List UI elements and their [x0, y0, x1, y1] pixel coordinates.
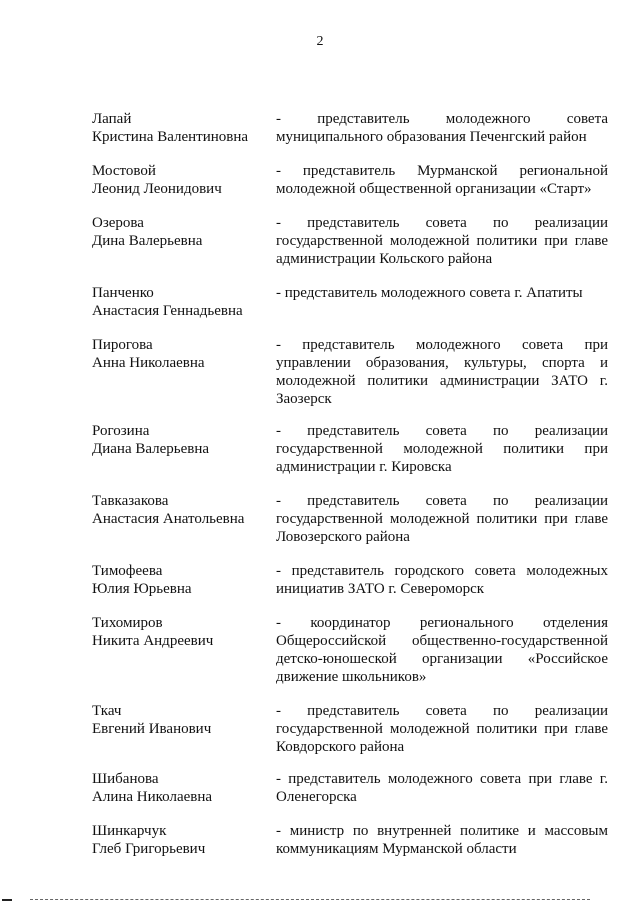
- member-surname: Шибанова: [92, 771, 159, 787]
- member-name: [92, 284, 272, 320]
- member-role: - представитель совета по реализации государственной молодежной политики при главе Ковдорского района: [276, 703, 608, 755]
- member-surname: Ткач: [92, 703, 122, 719]
- member-role: - представитель молодежного совета при главе г. Оленегорска: [276, 771, 608, 805]
- member-role: - координатор регионального отделения Общероссийской общественно-государственной детско-юношеской организации «Российское движение школьников»: [276, 615, 608, 685]
- member-name: [92, 162, 272, 198]
- member-surname: Рогозина: [92, 423, 150, 439]
- scan-edge-mark: [2, 893, 12, 901]
- member-name: [92, 336, 272, 372]
- member-surname: Шинкарчук: [92, 823, 167, 839]
- member-surname: Тимофеева: [92, 563, 163, 579]
- member-name: [92, 214, 272, 250]
- member-given-name: Алина Николаевна: [92, 789, 213, 805]
- member-name: [92, 562, 272, 598]
- member-surname: Пирогова: [92, 337, 153, 353]
- member-given-name: Анастасия Анатольевна: [92, 511, 245, 527]
- member-name: [92, 110, 272, 146]
- member-surname: Мостовой: [92, 163, 156, 179]
- member-name: [92, 822, 272, 858]
- member-given-name: Диана Валерьевна: [92, 441, 210, 457]
- member-role: - представитель совета по реализации государственной молодежной политики при администрации г. Кировска: [276, 423, 608, 475]
- member-surname: Озерова: [92, 215, 144, 231]
- member-name: [92, 492, 272, 528]
- member-name: [92, 614, 272, 650]
- member-given-name: Кристина Валентиновна: [92, 129, 249, 145]
- member-role: - представитель молодежного совета г. Апатиты: [276, 285, 583, 301]
- member-surname: Лапай: [92, 111, 132, 127]
- scan-bottom-rule: [30, 899, 590, 900]
- member-given-name: Юлия Юрьевна: [92, 581, 192, 597]
- member-name: [92, 702, 272, 738]
- member-role: - представитель совета по реализации государственной молодежной политики при главе администрации Кольского района: [276, 215, 608, 267]
- member-name: [92, 770, 272, 806]
- member-given-name: Глеб Григорьевич: [92, 841, 206, 857]
- member-surname: Панченко: [92, 285, 154, 301]
- member-given-name: Анастасия Геннадьевна: [92, 303, 243, 319]
- member-role: - министр по внутренней политике и массовым коммуникациям Мурманской области: [276, 823, 608, 857]
- member-given-name: Никита Андреевич: [92, 633, 214, 649]
- member-role: - представитель молодежного совета муниципального образования Печенгский район: [276, 111, 608, 145]
- member-given-name: Дина Валерьевна: [92, 233, 203, 249]
- member-surname: Тихомиров: [92, 615, 163, 631]
- member-given-name: Евгений Иванович: [92, 721, 212, 737]
- member-name: [92, 422, 272, 458]
- page-number: 2: [316, 34, 324, 49]
- member-role: - представитель совета по реализации государственной молодежной политики при главе Ловозерского района: [276, 493, 608, 545]
- member-surname: Тавказакова: [92, 493, 169, 509]
- member-role: - представитель молодежного совета при управлении образования, культуры, спорта и молодежной политики администрации ЗАТО г. Заозерск: [276, 337, 608, 407]
- member-role: - представитель Мурманской региональной молодежной общественной организации «Старт»: [276, 163, 608, 197]
- member-given-name: Анна Николаевна: [92, 355, 205, 371]
- member-role: - представитель городского совета молодежных инициатив ЗАТО г. Североморск: [276, 563, 608, 597]
- member-given-name: Леонид Леонидович: [92, 181, 222, 197]
